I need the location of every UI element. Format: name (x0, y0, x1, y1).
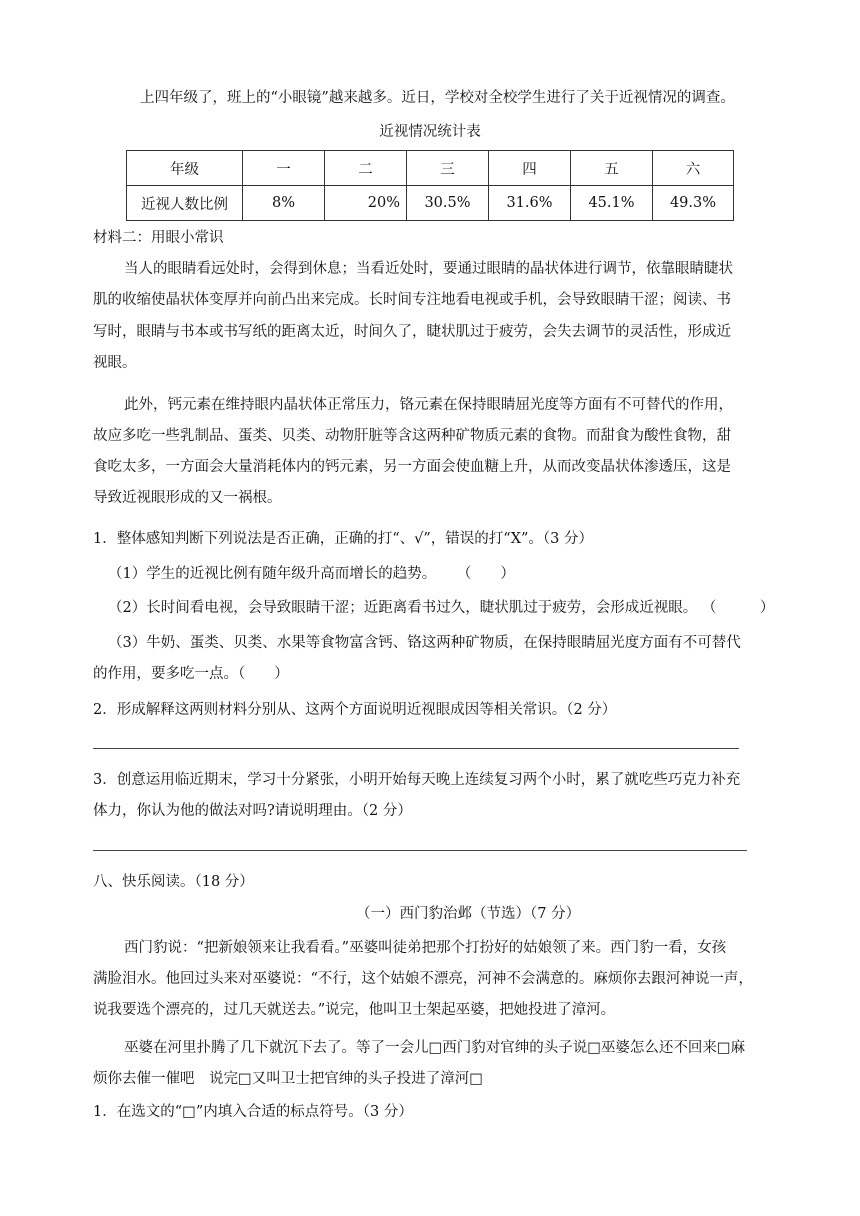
material2-p1-line4: 视眼。 (93, 355, 137, 371)
question-1: 1．整体感知判断下列说法是否正确，正确的打“、√”，错误的打“X”。（3 分） (93, 531, 594, 547)
material2-p2-line2: 故应多吃一些乳制品、蛋类、贝类、动物肝脏等含这两种矿物质元素的食物。而甜食为酸性食物，甜 (93, 428, 731, 444)
intro-text: 上四年级了，班上的“小眼镜”越来越多。近日，学校对全校学生进行了关于近视情况的调查。 (140, 90, 735, 106)
section-8-question-1: 1．在选文的“□”内填入合适的标点符号。（3 分） (93, 1104, 413, 1120)
material2-p2-line1: 此外，钙元素在维持眼内晶状体正常压力，铬元素在保持眼睛屈光度等方面有不可替代的作用， (124, 397, 733, 413)
data-cell: 8% (243, 186, 325, 221)
table-data-row (127, 186, 734, 221)
data-cell: 30.5% (407, 186, 489, 221)
data-cell: 20% (325, 186, 407, 221)
header-cell: 一 (243, 151, 325, 186)
question-1-3-line1: （3）牛奶、蛋类、贝类、水果等食物富含钙、铬这两种矿物质，在保持眼睛屈光度方面有不可替代 (108, 635, 741, 651)
table-title: 近视情况统计表 (379, 124, 481, 140)
header-cell: 五 (571, 151, 653, 186)
section-8-subtitle: （一）西门豹治邺（节选）（7 分） (356, 906, 581, 922)
material2-p2-line4: 导致近视眼形成的又一祸根。 (93, 490, 282, 506)
question-3-line1: 3．创意运用临近期末，学习十分紧张，小明开始每天晚上连续复习两个小时，累了就吃些巧克力补充 (93, 772, 741, 788)
material2-p2-line3: 食吃太多，一方面会大量消耗体内的钙元素，另一方面会使血糖上升，从而改变晶状体渗透压，这是 (93, 459, 731, 475)
answer-line-q3[interactable] (93, 850, 747, 851)
header-cell-grade: 年级 (127, 151, 243, 186)
header-cell: 三 (407, 151, 489, 186)
question-3-line2: 体力，你认为他的做法对吗?请说明理由。（2 分） (93, 803, 412, 819)
question-2: 2．形成解释这两则材料分别从、这两个方面说明近视眼成因等相关常识。（2 分） (93, 702, 617, 718)
material2-p1-line2: 肌的收缩使晶状体变厚并向前凸出来完成。长时间专注地看电视或手机，会导致眼睛干涩；阅读、书 (93, 292, 731, 308)
myopia-stats-table (126, 150, 734, 221)
header-cell: 六 (653, 151, 734, 186)
material2-p1-line1: 当人的眼睛看远处时，会得到休息；当看近处时，要通过眼睛的晶状体进行调节，依靠眼睛睫状 (124, 261, 733, 277)
row-label-cell: 近视人数比例 (127, 186, 243, 221)
header-cell: 四 (489, 151, 571, 186)
story-p2-line2: 烦你去催一催吧 说完□又叫卫士把官绅的头子投进了漳河□ (93, 1071, 483, 1087)
story-p1-line1: 西门豹说：“把新娘领来让我看看。”巫婆叫徒弟把那个打扮好的姑娘领了来。西门豹一看，女孩 (124, 940, 727, 956)
answer-line-q2[interactable] (93, 748, 739, 749)
story-p2-line1: 巫婆在河里扑腾了几下就沉下去了。等了一会儿□西门豹对官绅的头子说□巫婆怎么还不回来□麻 (124, 1040, 746, 1056)
data-cell: 49.3% (653, 186, 734, 221)
data-cell: 45.1% (571, 186, 653, 221)
question-1-2-text: （2）长时间看电视，会导致眼睛干涩；近距离看书过久，睫状肌过于疲劳，会形成近视眼。 (108, 600, 698, 616)
answer-paren-2[interactable]: （ ） (701, 600, 775, 616)
question-1-3-line2[interactable]: 的作用，要多吃一点。（ ） (93, 666, 289, 682)
question-1-1 (108, 564, 515, 584)
material2-p1-line3: 写时，眼睛与书本或书写纸的距离太近，时间久了，睫状肌过于疲劳，会失去调节的灵活性，形成近 (93, 324, 731, 340)
answer-paren-1[interactable]: （ ） (456, 566, 515, 582)
data-cell: 31.6% (489, 186, 571, 221)
story-p1-line2: 满脸泪水。他回过头来对巫婆说：“不行，这个姑娘不漂亮，河神不会满意的。麻烦你去跟河神说一声， (93, 971, 753, 987)
question-1-1-text: （1）学生的近视比例有随年级升高而增长的趋势。 (108, 566, 437, 582)
question-1-2 (108, 598, 774, 618)
story-p1-line3: 说我要选个漂亮的，过几天就送去。”说完，他叫卫士架起巫婆，把她投进了漳河。 (93, 1002, 616, 1018)
material2-heading: 材料二：用眼小常识 (93, 230, 224, 246)
header-cell: 二 (325, 151, 407, 186)
table-header-row (127, 151, 734, 186)
section-8-heading: 八、快乐阅读。（18 分） (93, 874, 254, 890)
